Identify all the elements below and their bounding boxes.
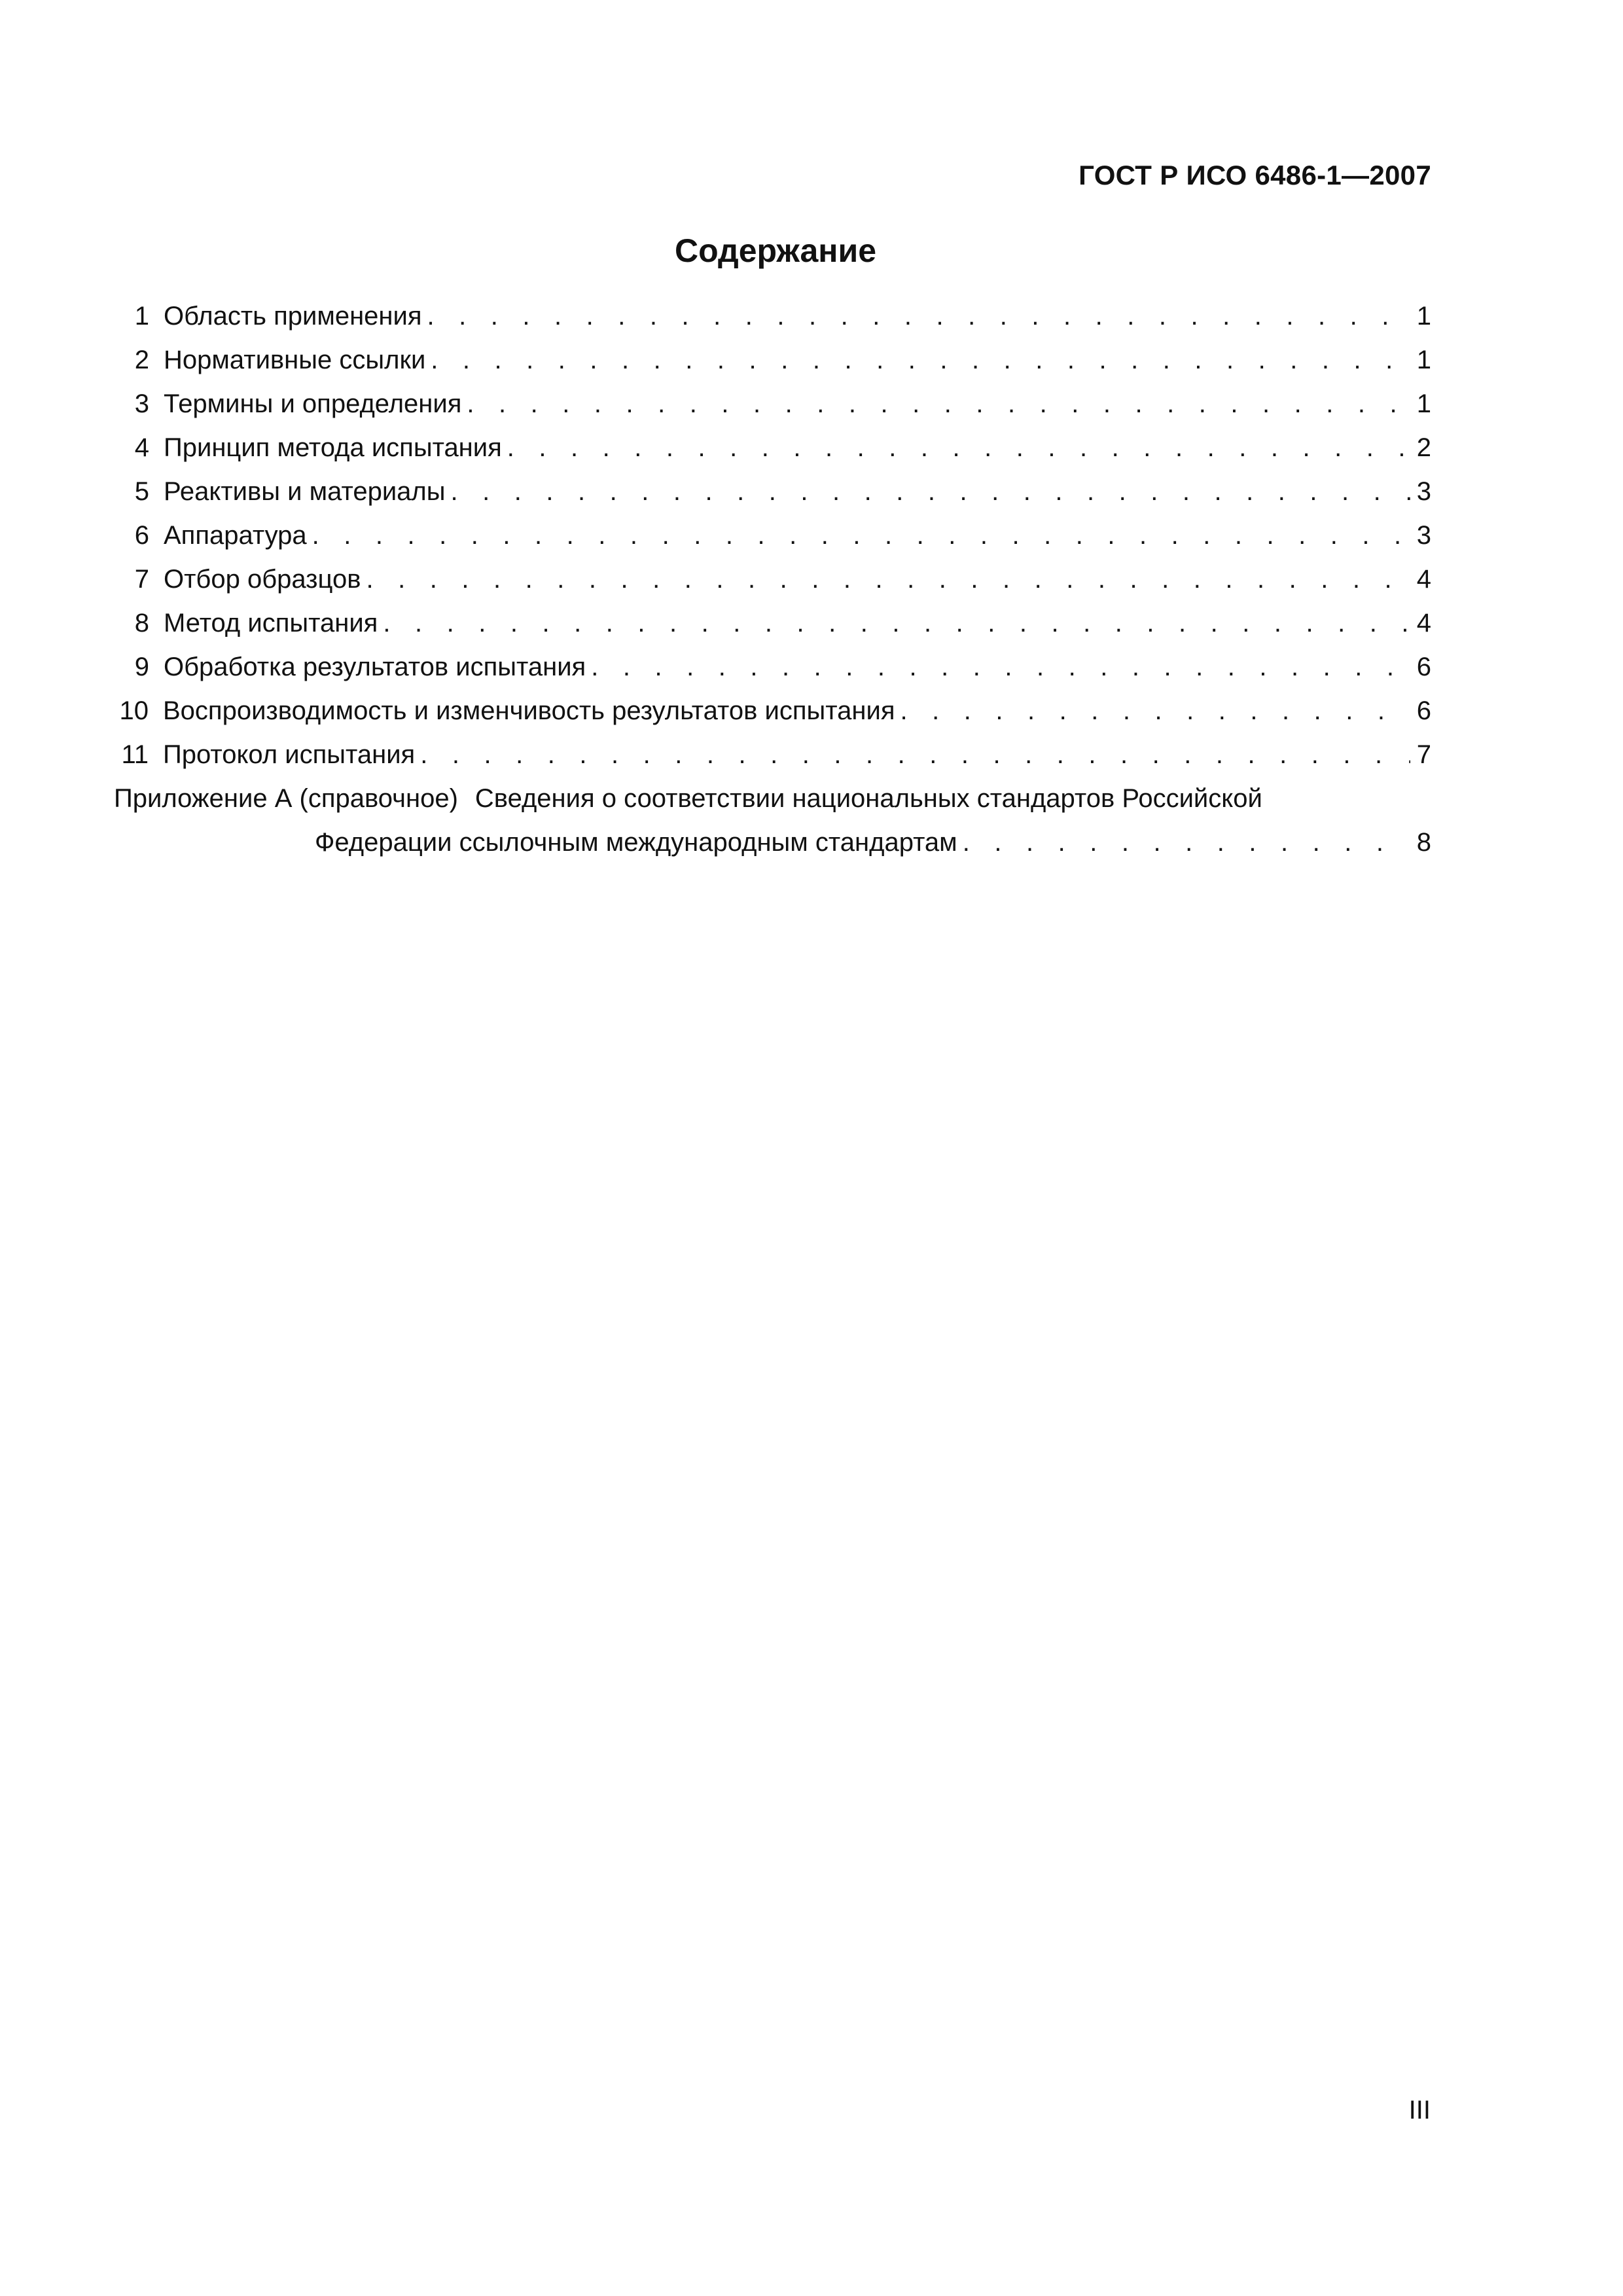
toc-entry-title: Аппаратура — [164, 521, 307, 550]
toc-entry-number: 8 — [134, 609, 149, 637]
dot-leader — [431, 342, 1410, 378]
toc-entry-number: 1 — [134, 302, 149, 331]
toc-entry-number: 7 — [134, 565, 149, 594]
dot-leader — [451, 474, 1410, 509]
annex-title-line-1: Сведения о соответствии национальных стандартов Российской — [474, 784, 1262, 813]
toc-entry-page: 1 — [1416, 302, 1431, 331]
toc-entry-title: Принцип метода испытания — [164, 433, 502, 462]
toc-entry-page: 4 — [1416, 565, 1431, 594]
toc-annex-entry[interactable] — [115, 781, 1431, 869]
toc-entry-page: 2 — [1416, 433, 1431, 462]
dot-leader — [507, 430, 1410, 465]
dot-leader — [900, 693, 1410, 728]
document-code: ГОСТ Р ИСО 6486-1—2007 — [1079, 160, 1431, 190]
toc-entry-title: Отбор образцов — [164, 565, 361, 594]
toc-entry-title: Нормативные ссылки — [164, 346, 426, 374]
dot-leader — [383, 605, 1410, 641]
page-number: III — [1408, 2096, 1431, 2125]
dot-leader — [467, 386, 1410, 422]
toc-entry-number: 4 — [134, 433, 149, 462]
dot-leader — [963, 825, 1410, 860]
toc-entry-page: 6 — [1416, 653, 1431, 681]
toc-entry[interactable] — [115, 562, 1431, 605]
toc-entry-page: 7 — [1416, 740, 1431, 769]
toc-entry-title: Реактивы и материалы — [164, 477, 446, 506]
toc-entry-title: Протокол испытания — [163, 740, 416, 769]
annex-page: 8 — [1416, 828, 1431, 857]
toc-entry-page: 1 — [1416, 389, 1431, 418]
toc-entry[interactable] — [115, 342, 1431, 386]
toc-entry[interactable] — [115, 386, 1431, 430]
dot-leader — [366, 562, 1410, 597]
dot-leader — [591, 649, 1410, 685]
toc-entry-page: 6 — [1416, 696, 1431, 725]
dot-leader — [427, 298, 1410, 334]
annex-title-line-2: Федерации ссылочным международным стандартам — [315, 828, 957, 857]
toc-entry[interactable] — [115, 298, 1431, 342]
toc-entry-title: Обработка результатов испытания — [164, 653, 586, 681]
toc-entry-title: Метод испытания — [164, 609, 378, 637]
toc-entry-title: Воспроизводимость и изменчивость результатов испытания — [163, 696, 895, 725]
annex-label: Приложение А (справочное) — [114, 784, 458, 813]
toc-entry-page: 4 — [1416, 609, 1431, 637]
toc-entry-page: 3 — [1416, 521, 1431, 550]
annex-line-1 — [114, 781, 1431, 825]
toc-entry-number: 5 — [134, 477, 149, 506]
toc-entry-number: 3 — [134, 389, 149, 418]
toc-entry-number: 11 — [121, 740, 149, 769]
dot-leader — [420, 737, 1410, 772]
toc-entry-number: 9 — [134, 653, 149, 681]
toc-entry-page: 3 — [1416, 477, 1431, 506]
toc-entry-number: 10 — [119, 696, 149, 725]
toc-entry[interactable] — [115, 518, 1431, 562]
toc-entry[interactable] — [115, 649, 1431, 693]
toc-entry[interactable] — [115, 737, 1431, 781]
toc-entry-number: 6 — [134, 521, 149, 550]
dot-leader — [312, 518, 1410, 553]
toc-entry-title: Область применения — [164, 302, 422, 331]
toc-entry-number: 2 — [134, 346, 149, 374]
toc-entry[interactable] — [115, 693, 1431, 737]
toc-entry-page: 1 — [1416, 346, 1431, 374]
toc-heading: Содержание — [674, 232, 877, 269]
toc-entry[interactable] — [115, 474, 1431, 518]
toc-entry[interactable] — [115, 605, 1431, 649]
toc-entry-title: Термины и определения — [164, 389, 462, 418]
toc-entry[interactable] — [115, 430, 1431, 474]
annex-line-2 — [115, 825, 1431, 869]
table-of-contents — [115, 298, 1431, 869]
